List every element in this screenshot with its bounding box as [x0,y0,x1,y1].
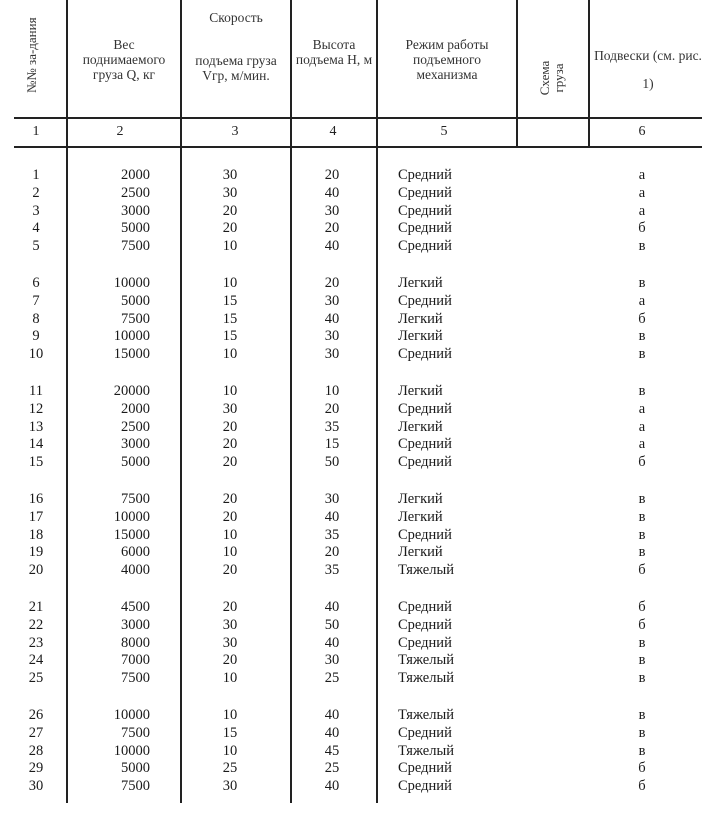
load-weight: 4500 [121,599,150,615]
suspension-type: б [638,310,646,327]
suspension-type: в [638,724,646,741]
lift-height: 10 [324,383,340,399]
column-number: 4 [329,124,337,139]
row-number: 30 [28,778,44,795]
lift-speed: 20 [222,508,238,525]
lift-speed: 10 [222,526,238,543]
header-col-scheme: Схема груза [537,60,566,96]
duty-mode: Легкий [398,544,443,561]
lift-height: 40 [324,310,340,327]
duty-mode: Средний [398,778,452,795]
duty-mode: Средний [398,599,452,615]
duty-mode: Средний [398,436,452,453]
suspension-type: в [638,707,646,723]
lift-height: 30 [324,202,340,219]
lift-speed: 15 [222,724,238,741]
suspension-type: в [638,238,646,255]
load-weight: 20000 [113,383,150,399]
header-col-number: №№ за-дания [24,17,39,93]
duty-mode: Легкий [398,383,443,399]
duty-mode: Тяжелый [398,562,454,579]
load-weight: 10000 [113,707,150,723]
lift-height: 50 [324,454,340,471]
row-number: 21 [28,599,44,615]
grid-line [290,0,292,803]
grid-line [516,0,518,148]
column-number: 3 [231,124,239,139]
duty-mode: Тяжелый [398,742,454,759]
suspension-type: б [638,778,646,795]
load-weight: 10000 [113,742,150,759]
lift-height: 40 [324,238,340,255]
load-weight: 3000 [121,616,150,633]
lift-height: 45 [324,742,340,759]
lift-height: 30 [324,491,340,507]
header-col-height: Высота подъема H, м [295,37,373,67]
column-number: 6 [638,124,646,139]
suspension-type: б [638,760,646,777]
lift-height: 35 [324,562,340,579]
load-weight: 10000 [113,328,150,345]
row-number: 8 [32,310,40,327]
suspension-type: а [638,184,646,201]
load-weight: 7500 [121,670,150,687]
lift-height: 40 [324,599,340,615]
suspension-type: а [638,418,646,435]
load-weight: 5000 [121,220,150,237]
load-weight: 7500 [121,491,150,507]
suspension-type: б [638,616,646,633]
suspension-type: в [638,275,646,291]
row-number: 6 [32,275,40,291]
lift-speed: 15 [222,292,238,309]
lift-speed: 30 [222,634,238,651]
load-weight: 7500 [121,310,150,327]
column-number: 2 [116,124,124,139]
row-number: 28 [28,742,44,759]
lift-speed: 15 [222,310,238,327]
lift-height: 25 [324,760,340,777]
duty-mode: Средний [398,202,452,219]
grid-line [180,0,182,803]
load-weight: 3000 [121,436,150,453]
duty-mode: Средний [398,760,452,777]
lift-height: 15 [324,436,340,453]
column-number: 1 [32,124,40,139]
header-col-speed-top: Скорость [209,10,263,25]
lift-height: 20 [324,400,340,417]
suspension-type: а [638,436,646,453]
lift-height: 25 [324,670,340,687]
suspension-type: в [638,634,646,651]
load-weight: 6000 [121,544,150,561]
row-number: 16 [28,491,44,507]
lift-speed: 10 [222,742,238,759]
load-weight: 2500 [121,418,150,435]
duty-mode: Средний [398,184,452,201]
suspension-type: в [638,491,646,507]
load-weight: 5000 [121,454,150,471]
lift-height: 35 [324,418,340,435]
row-number: 27 [28,724,44,741]
header-rule [14,117,702,119]
lift-speed: 10 [222,544,238,561]
lift-speed: 10 [222,383,238,399]
duty-mode: Средний [398,634,452,651]
lift-height: 40 [324,184,340,201]
lift-height: 40 [324,634,340,651]
lift-speed: 20 [222,418,238,435]
lift-speed: 30 [222,616,238,633]
load-weight: 10000 [113,275,150,291]
row-number: 18 [28,526,44,543]
lift-speed: 30 [222,400,238,417]
duty-mode: Средний [398,724,452,741]
lift-height: 40 [324,778,340,795]
duty-mode: Легкий [398,491,443,507]
lift-height: 30 [324,652,340,669]
duty-mode: Средний [398,292,452,309]
suspension-type: б [638,599,646,615]
lift-speed: 25 [222,760,238,777]
duty-mode: Легкий [398,275,443,291]
row-number: 12 [28,400,44,417]
load-weight: 2500 [121,184,150,201]
lift-height: 30 [324,346,340,363]
row-number: 24 [28,652,44,669]
load-weight: 8000 [121,634,150,651]
lift-height: 30 [324,328,340,345]
grid-line [376,0,378,803]
suspension-type: в [638,526,646,543]
suspension-type: б [638,562,646,579]
duty-mode: Средний [398,346,452,363]
lift-height: 35 [324,526,340,543]
load-weight: 15000 [113,346,150,363]
lift-height: 20 [324,167,340,183]
suspension-type: а [638,292,646,309]
load-weight: 3000 [121,202,150,219]
lift-speed: 10 [222,670,238,687]
duty-mode: Легкий [398,508,443,525]
row-number: 19 [28,544,44,561]
row-number: 11 [29,383,43,399]
lift-speed: 30 [222,184,238,201]
lift-height: 40 [324,707,340,723]
lift-speed: 10 [222,275,238,291]
grid-line [66,0,68,803]
suspension-type: в [638,670,646,687]
lift-height: 20 [324,275,340,291]
suspension-type: в [638,383,646,399]
load-weight: 7500 [121,778,150,795]
suspension-type: в [638,544,646,561]
row-number: 5 [32,238,40,255]
lift-speed: 20 [222,202,238,219]
row-number: 22 [28,616,44,633]
row-number: 23 [28,634,44,651]
suspension-type: а [638,400,646,417]
header-rule [14,146,702,148]
row-number: 4 [32,220,40,237]
header-col-mode: Режим работы подъемного механизма [405,37,489,82]
duty-mode: Тяжелый [398,670,454,687]
duty-mode: Средний [398,454,452,471]
lift-height: 40 [324,724,340,741]
lift-speed: 20 [222,436,238,453]
row-number: 26 [28,707,44,723]
duty-mode: Легкий [398,310,443,327]
lift-height: 30 [324,292,340,309]
load-weight: 15000 [113,526,150,543]
load-weight: 7000 [121,652,150,669]
duty-mode: Средний [398,400,452,417]
row-number: 7 [32,292,40,309]
duty-mode: Средний [398,238,452,255]
duty-mode: Тяжелый [398,707,454,723]
suspension-type: б [638,220,646,237]
load-weight: 7500 [121,724,150,741]
load-weight: 2000 [121,400,150,417]
duty-mode: Средний [398,616,452,633]
row-number: 17 [28,508,44,525]
header-col-speed: подъема груза Vгр, м/мин. [195,53,277,83]
duty-mode: Средний [398,167,452,183]
row-number: 3 [32,202,40,219]
header-col-weight: Вес поднимаемого груза Q, кг [82,37,166,82]
lift-speed: 20 [222,599,238,615]
lift-speed: 20 [222,562,238,579]
grid-line [588,0,590,148]
lift-speed: 20 [222,454,238,471]
lift-speed: 20 [222,220,238,237]
suspension-type: а [638,202,646,219]
load-weight: 7500 [121,238,150,255]
suspension-type: в [638,328,646,345]
lift-speed: 10 [222,346,238,363]
suspension-type: в [638,346,646,363]
lift-speed: 10 [222,238,238,255]
duty-mode: Легкий [398,328,443,345]
lift-speed: 30 [222,167,238,183]
lift-speed: 20 [222,491,238,507]
row-number: 25 [28,670,44,687]
suspension-type: в [638,508,646,525]
duty-mode: Тяжелый [398,652,454,669]
duty-mode: Легкий [398,418,443,435]
suspension-type: а [638,167,646,183]
row-number: 1 [32,167,40,183]
row-number: 13 [28,418,44,435]
duty-mode: Средний [398,526,452,543]
lift-speed: 30 [222,778,238,795]
lift-height: 20 [324,544,340,561]
row-number: 15 [28,454,44,471]
row-number: 14 [28,436,44,453]
row-number: 9 [32,328,40,345]
lift-height: 40 [324,508,340,525]
column-number: 5 [440,124,448,139]
lift-speed: 20 [222,652,238,669]
lift-height: 20 [324,220,340,237]
suspension-type: в [638,652,646,669]
load-weight: 5000 [121,760,150,777]
duty-mode: Средний [398,220,452,237]
row-number: 2 [32,184,40,201]
lift-speed: 10 [222,707,238,723]
lift-height: 50 [324,616,340,633]
load-weight: 4000 [121,562,150,579]
row-number: 10 [28,346,44,363]
load-weight: 5000 [121,292,150,309]
row-number: 20 [28,562,44,579]
row-number: 29 [28,760,44,777]
suspension-type: б [638,454,646,471]
suspension-type: в [638,742,646,759]
header-col-suspension: Подвески (см. рис. 1) [594,48,702,91]
load-weight: 10000 [113,508,150,525]
load-weight: 2000 [121,167,150,183]
lift-speed: 15 [222,328,238,345]
